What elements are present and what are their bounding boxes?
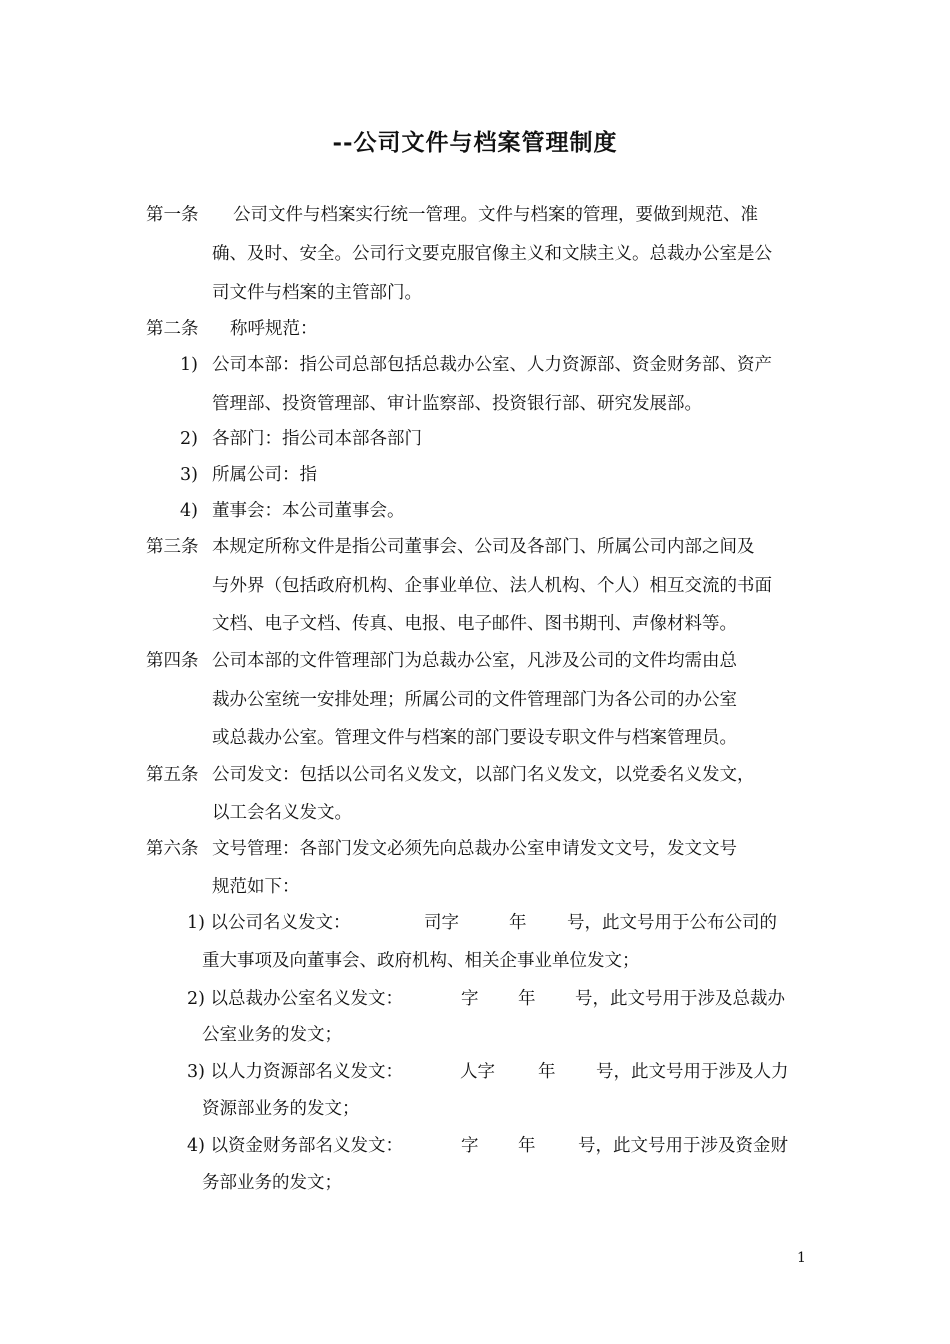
article-1-line-2: 确、及时、安全。公司行文要克服官像主义和文牍主义。总裁办公室是公 [212, 244, 772, 264]
article-6-item-1-char: 司字 [424, 913, 459, 933]
article-6-item-2-year: 年 [518, 989, 536, 1009]
article-6-label: 第六条 [146, 839, 199, 859]
article-2-item-3-line-1: 所属公司：指 [212, 465, 317, 485]
article-6-item-4-desc: 号，此文号用于涉及资金财 [578, 1136, 788, 1156]
article-4-line-2: 裁办公室统一安排处理；所属公司的文件管理部门为各公司的办公室 [212, 690, 737, 710]
article-3-line-3: 文档、电子文档、传真、电报、电子邮件、图书期刊、声像材料等。 [212, 614, 737, 634]
document-title: --公司文件与档案管理制度 [332, 129, 618, 156]
article-4-label: 第四条 [146, 651, 199, 671]
article-6-item-1-year: 年 [509, 913, 527, 933]
article-2-item-1-line-1: 公司本部：指公司总部包括总裁办公室、人力资源部、资金财务部、资产 [212, 355, 772, 375]
article-3-line-1: 本规定所称文件是指公司董事会、公司及各部门、所属公司内部之间及 [212, 537, 755, 557]
article-3-line-2: 与外界（包括政府机构、企事业单位、法人机构、个人）相互交流的书面 [212, 576, 772, 596]
article-6-item-4-char: 字 [461, 1136, 479, 1156]
article-3-label: 第三条 [146, 537, 199, 557]
article-6-item-2-label: 2) 以总裁办公室名义发文： [187, 989, 404, 1009]
article-2-item-2-line-1: 各部门：指公司本部各部门 [212, 429, 422, 449]
article-6-item-1-label: 1) 以公司名义发文： [187, 913, 351, 933]
article-6-item-3-line-2: 资源部业务的发文； [202, 1099, 360, 1119]
article-2-item-3-number: 3) [180, 465, 198, 485]
article-4-line-1: 公司本部的文件管理部门为总裁办公室，凡涉及公司的文件均需由总 [212, 651, 737, 671]
article-5-line-2: 以工会名义发文。 [212, 803, 352, 823]
article-6-line-1: 文号管理：各部门发文必须先向总裁办公室申请发文文号，发文文号 [212, 839, 737, 859]
article-2-item-1-line-2: 管理部、投资管理部、审计监察部、投资银行部、研究发展部。 [212, 394, 702, 414]
article-6-item-4-year: 年 [518, 1136, 536, 1156]
page-number: 1 [797, 1250, 806, 1266]
article-6-item-3-desc: 号，此文号用于涉及人力 [596, 1062, 789, 1082]
article-6-item-3-char: 人字 [460, 1062, 495, 1082]
article-6-item-4-label: 4) 以资金财务部名义发文： [187, 1136, 404, 1156]
article-2-item-2-number: 2) [180, 429, 198, 449]
article-1-label: 第一条 [146, 205, 199, 225]
article-6-item-2-char: 字 [461, 989, 479, 1009]
article-6-item-4-line-2: 务部业务的发文； [202, 1173, 342, 1193]
article-1-line-1: 公司文件与档案实行统一管理。文件与档案的管理，要做到规范、准 [233, 205, 758, 225]
article-5-label: 第五条 [146, 765, 199, 785]
article-2-item-4-line-1: 董事会：本公司董事会。 [212, 501, 405, 521]
article-5-line-1: 公司发文：包括以公司名义发文，以部门名义发文，以党委名义发文， [212, 765, 755, 785]
article-1-line-3: 司文件与档案的主管部门。 [212, 283, 422, 303]
article-2-label: 第二条 [146, 319, 199, 339]
article-6-item-2-desc: 号，此文号用于涉及总裁办 [575, 989, 785, 1009]
article-6-item-3-label: 3) 以人力资源部名义发文： [187, 1062, 404, 1082]
article-6-item-1-line-2: 重大事项及向董事会、政府机构、相关企事业单位发文； [202, 951, 640, 971]
article-6-item-1-desc: 号，此文号用于公布公司的 [567, 913, 777, 933]
article-2-item-4-number: 4) [180, 501, 198, 521]
article-2-item-1-number: 1) [180, 355, 198, 375]
article-6-item-3-year: 年 [538, 1062, 556, 1082]
article-6-item-2-line-2: 公室业务的发文； [202, 1025, 342, 1045]
article-2-line-1: 称呼规范： [230, 319, 318, 339]
article-6-line-2: 规范如下： [212, 877, 300, 897]
article-4-line-3: 或总裁办公室。管理文件与档案的部门要设专职文件与档案管理员。 [212, 728, 737, 748]
